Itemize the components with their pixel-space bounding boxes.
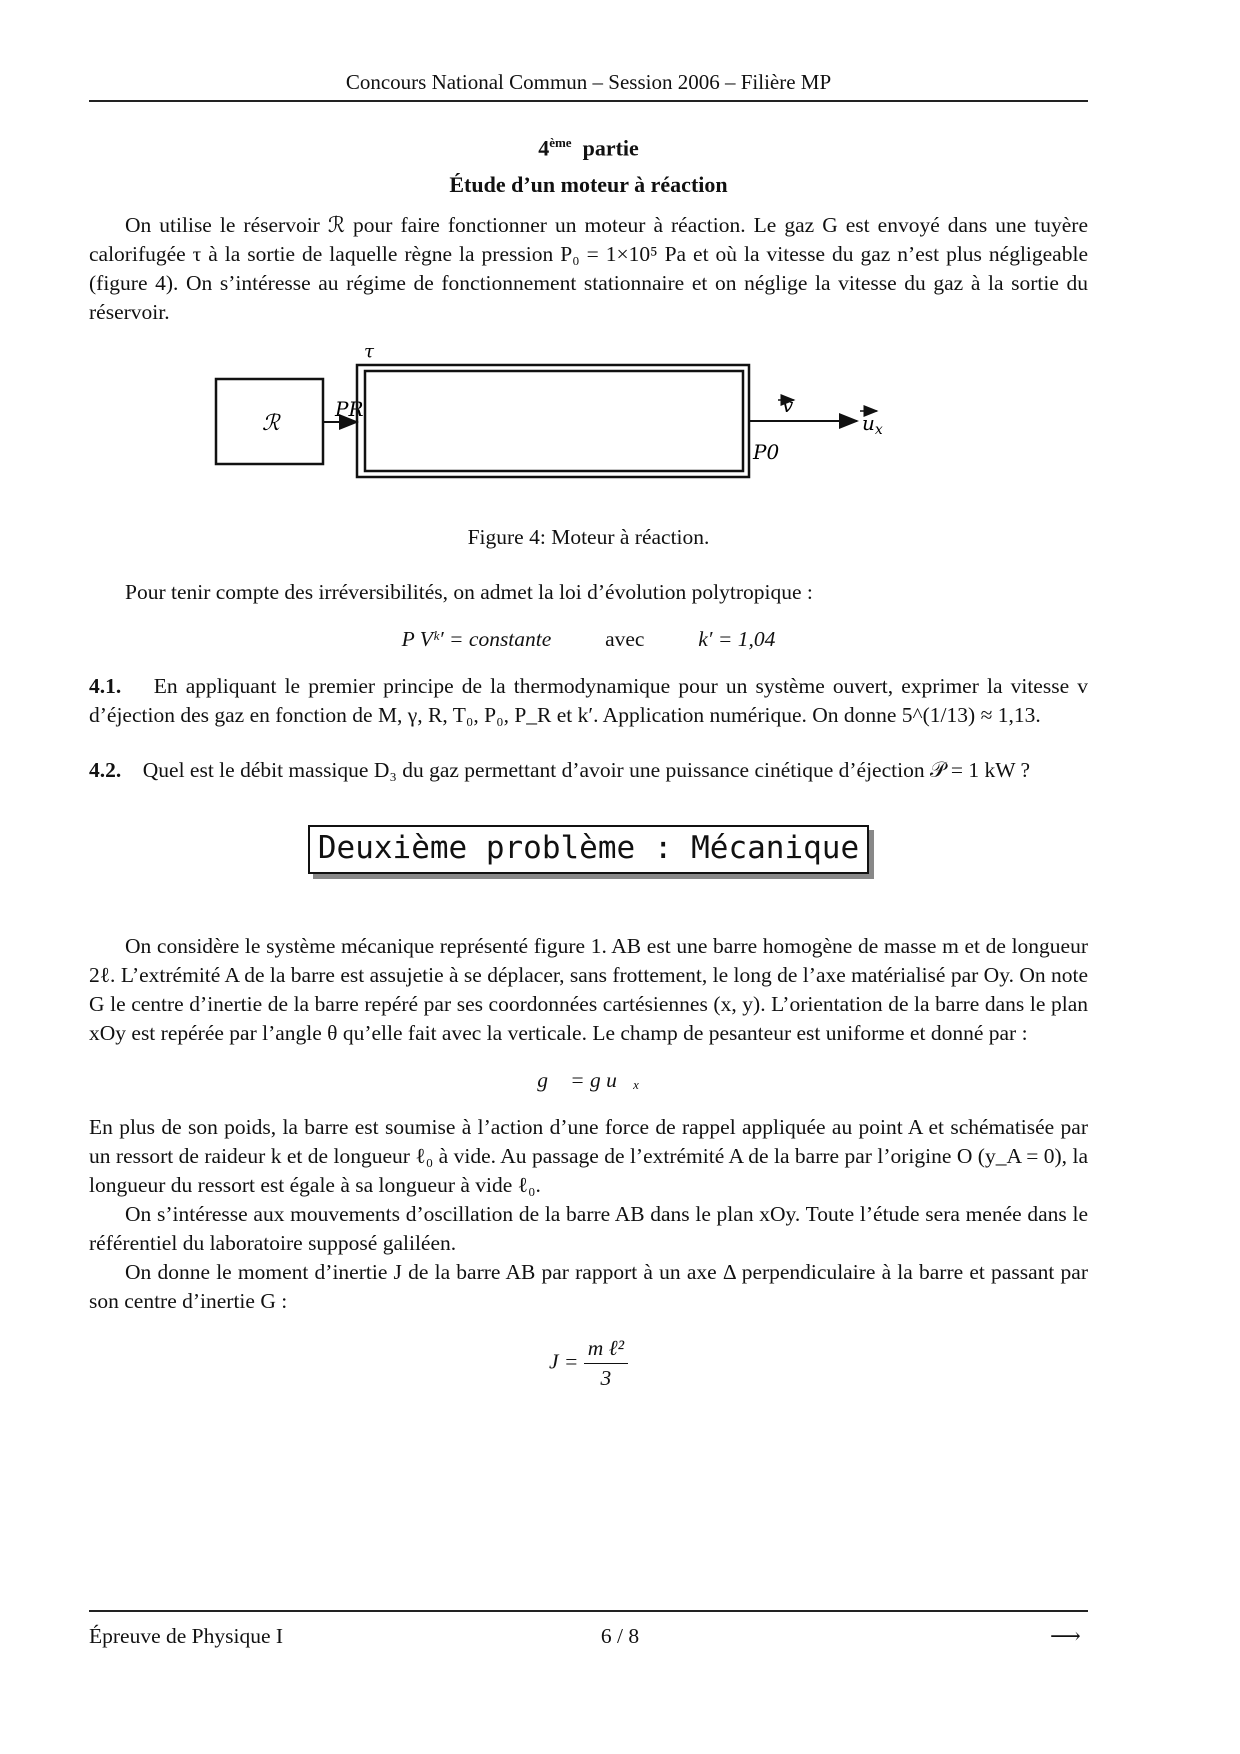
- eq-mid: avec: [605, 627, 645, 652]
- pr-label: PR: [335, 397, 364, 422]
- part-heading: [89, 128, 1088, 162]
- jet-engine-diagram: [89, 337, 1088, 517]
- nozzle-outer: [357, 365, 749, 477]
- mechanics-paragraph-2: En plus de son poids, la barre est soumise à l’action d’une force de rappel appliquée au point A et schématisée par un ressort de raideur k et de longueur ℓ₀ à vide. Au passage de l’extrémité A de la barre par l’origine O (y_A = 0), la longueur du ressort est égale à sa longueur à vide ℓ₀.: [89, 1115, 1088, 1198]
- v-label: v: [782, 393, 794, 418]
- mechanics-paragraph-3: On s’intéresse aux mouvements d’oscillation de la barre AB dans le plan xOy. Toute l’étude sera menée dans le référentiel du laboratoire supposé galiléen.: [89, 1202, 1088, 1256]
- figure-4: [89, 337, 1088, 517]
- nozzle-inner: [365, 371, 743, 471]
- question-text: Quel est le débit massique D₃ du gaz permettant d’avoir une puissance cinétique d’éjection 𝒫 = 1 kW ?: [142, 758, 1031, 783]
- question-number: 4.1.: [89, 674, 122, 699]
- polytropic-text: Pour tenir compte des irréversibilités, on admet la loi d’évolution polytropique :: [125, 580, 813, 605]
- page-header: Concours National Commun – Session 2006 – Filière MP: [345, 70, 832, 94]
- tau-label: τ: [364, 341, 374, 363]
- ux-label: $u_x$: [862, 411, 883, 439]
- inertia-fraction: [584, 1334, 628, 1393]
- problem-banner: Deuxième problème : Mécanique: [308, 825, 869, 874]
- reservoir-label: ℛ: [262, 411, 280, 437]
- section-title: Étude d’un moteur à réaction: [449, 172, 728, 198]
- polytropic-equation: [89, 625, 1088, 654]
- part-number: 4: [538, 135, 550, 161]
- eq-left: P Vᵏ′ = constante: [401, 627, 552, 652]
- inertia-lhs: J =: [548, 1349, 579, 1374]
- p0-label: P0: [753, 440, 780, 465]
- mechanics-paragraph-4: On donne le moment d’inertie J de la barre AB par rapport à un axe Δ perpendiculaire à la barre et passant par son centre d’inertie G :: [89, 1260, 1088, 1314]
- footer-rule: [89, 1610, 1088, 1612]
- eq-right: k′ = 1,04: [698, 627, 776, 652]
- inertia-denominator: 3: [600, 1366, 612, 1391]
- page-number: 6 / 8: [600, 1624, 640, 1648]
- question-4-2: [89, 756, 1088, 785]
- mechanics-paragraph-1: On considère le système mécanique représenté figure 1. AB est une barre homogène de masse m et de longueur 2ℓ. L’extrémité A de la barre est assujetie à se déplacer, sans frottement, le long de l’axe matérialisé par Oy. On note G le centre d’inertie de la barre repéré par ses coordonnées cartésiennes (x, y). L’orientation de la barre dans le plan xOy est repérée par l’angle θ qu’elle fait avec la verticale. Le champ de pesanteur est uniforme et donné par :: [89, 934, 1088, 1046]
- intro-paragraph: On utilise le réservoir ℛ pour faire fonctionner un moteur à réaction. Le gaz G est envoyé dans une tuyère calorifugée τ à la sortie de laquelle règne la pression P₀ = 1×10⁵ Pa et où la vitesse du gaz n’est plus négligeable (figure 4). On s’intéresse au régime de fonctionnement stationnaire et on néglige la vitesse du gaz à la sortie du réservoir.: [89, 213, 1088, 325]
- part-word: partie: [582, 135, 639, 161]
- question-text: En appliquant le premier principe de la thermodynamique pour un système ouvert, exprimer la vitesse v d’éjection des gaz en fonction de M, γ, R, T₀, P₀, P_R et k′. Application numérique. On donne 5^(1/13) ≈ 1,13.: [89, 674, 1088, 728]
- problem-banner-wrap: [89, 825, 1088, 874]
- inertia-equation: [89, 1334, 1088, 1393]
- header-rule: [89, 100, 1088, 102]
- figure-caption: Figure 4: Moteur à réaction.: [467, 525, 710, 550]
- footer-left: Épreuve de Physique I: [89, 1624, 284, 1648]
- question-number: 4.2.: [89, 758, 122, 783]
- next-page-arrow: ⟶: [1050, 1624, 1081, 1648]
- page-content: [89, 128, 1088, 1393]
- question-4-1: [89, 672, 1088, 730]
- part-sup: ème: [549, 135, 572, 150]
- inertia-numerator: m ℓ²: [584, 1334, 628, 1364]
- gravity-equation: g⃗ = g u⃗ₓ: [537, 1068, 640, 1093]
